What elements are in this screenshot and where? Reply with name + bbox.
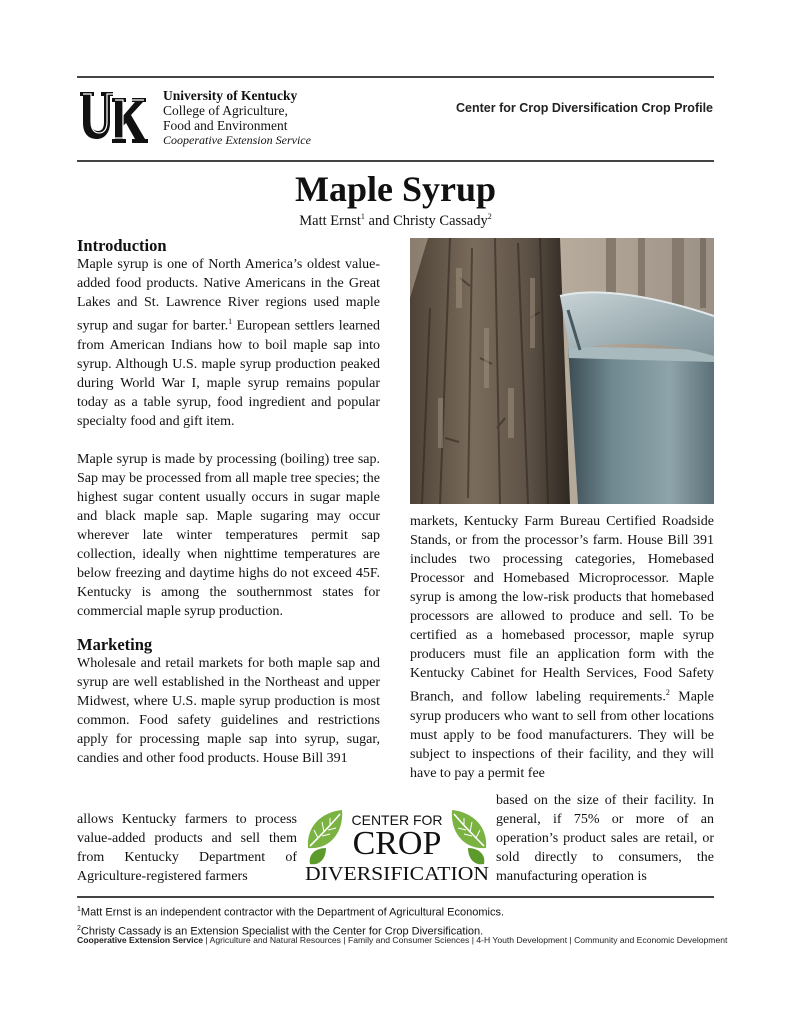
right-p-text-b: Maple syrup producers who want to sell from other locations must apply to be food manufacturers. They will be subject to inspections of their facility, and they will have to pay a permit fee: [410, 689, 715, 781]
intro-paragraph-2: Maple syrup is made by processing (boiling) tree sap. Sap may be processed from all maple tree species; the highest sugar content usually occurs in sugar maple and black maple sap. Maple sugaring may occur wherever late winter temperatures permit sap collection, ideally when nighttime temperatures are below freezing and daytime highs do not exceed 45F. Kentucky is among the southernmost states for commercial maple syrup production.: [77, 451, 380, 619]
footnote-1-mark: 1: [77, 906, 81, 913]
footnote-2-text: Christy Cassady is an Extension Specialist with the Center for Crop Diversification.: [80, 925, 484, 938]
left-column: [77, 236, 380, 768]
footnote-rule: [77, 896, 714, 898]
authors: [0, 212, 791, 230]
author-1-footnote: 1: [360, 212, 365, 221]
right-column: [410, 512, 714, 783]
right-paragraph-cont: based on the size of their facility. In general, if 75% or more of an operation’s product sales are retail, or sold directly to consumers, the manufacturing operation is: [496, 793, 714, 884]
footnote-1-text: Matt Ernst is an independent contractor with the Department of Agricultural Economics.: [80, 906, 505, 919]
crop-profile-label: Center for Crop Diversification Crop Profile: [456, 101, 713, 115]
right-p-text-a: markets, Kentucky Farm Bureau Certified Roadside Stands, or from the processor’s farm. House Bill 391 includes two processing categories, Homebased Processor and Homebased Microprocessor. Maple syrup is among the low-risk products that homebased processors are allowed to produce and sell. To be certified as a homebased processor, maple syrup producers must file an application form with the Kentucky Cabinet for Health Services, Food Safety Branch, and follow labeling requirements.: [410, 514, 714, 705]
marketing-paragraph-2: allows Kentucky farmers to process value-added products and sell them from Kentucky Department of Agriculture-registered farmers: [77, 812, 297, 884]
intro-p1-text-a: Maple syrup is one of North America’s oldest value-added food products. Native Americans in the Great Lakes and St. Lawrence River regions used maple syrup and sugar for barter.: [77, 257, 380, 334]
right-leaf-icon: [452, 810, 486, 864]
left-leaf-icon: [308, 810, 342, 864]
ccd-line-2: CROP: [352, 825, 442, 862]
right-column-wrap: [496, 791, 714, 886]
page-title: Maple Syrup: [294, 169, 497, 209]
uk-line-1: University of Kentucky: [163, 88, 298, 103]
footer-extension-service: Cooperative Extension Service: [77, 935, 204, 945]
footnote-2-mark: 2: [77, 924, 81, 932]
header-bottom-rule: [77, 160, 714, 162]
footnote-1: [77, 902, 504, 921]
right-paragraph: [410, 512, 714, 783]
author-2-footnote: 2: [487, 212, 492, 221]
uk-line-3: Food and Environment: [163, 118, 288, 133]
uk-line-2: College of Agriculture,: [163, 103, 288, 118]
marketing-paragraph-1: Wholesale and retail markets for both maple sap and syrup are well established in the Northeast and upper Midwest, where U.S. maple syrup production is most common. Food safety guidelines and restrictions apply for processing maple sap into syrup, sugar, candies and other food products. House Bill 391: [77, 655, 380, 766]
intro-p1-footnote: 1: [228, 317, 233, 326]
crop-diversification-logo: [304, 808, 490, 884]
marketing-heading: Marketing: [77, 634, 153, 654]
ccd-line-3: DIVERSIFICATION: [305, 863, 489, 884]
footnotes: [77, 902, 504, 939]
intro-p1-text-b: European settlers learned from American Indians how to boil maple sap into syrup. Although U.S. maple syrup production peaked during World War I, maple syrup remains popular today as a table syrup, food ingredient and popular specialty food and gift item.: [77, 318, 380, 429]
author-2: Christy Cassady: [393, 212, 488, 229]
maple-tap-bucket-photo: [410, 238, 714, 504]
uk-logo: [78, 90, 148, 146]
intro-paragraph-1: [77, 255, 380, 431]
footer-programs: [77, 935, 727, 945]
uk-wordmark: [163, 88, 311, 148]
uk-line-4: Cooperative Extension Service: [163, 133, 311, 147]
author-1: Matt Ernst: [299, 212, 361, 229]
right-p-footnote: 2: [665, 688, 670, 697]
header-top-rule: [77, 76, 714, 78]
footer-program-list: | Agriculture and Natural Resources | Family and Consumer Sciences | 4-H Youth Development | Community and Economic Development: [203, 935, 728, 945]
author-connector: and: [364, 212, 394, 229]
ccd-line-1: CENTER FOR: [351, 812, 443, 828]
left-column-wrap: [77, 810, 297, 886]
intro-heading: Introduction: [77, 236, 167, 255]
